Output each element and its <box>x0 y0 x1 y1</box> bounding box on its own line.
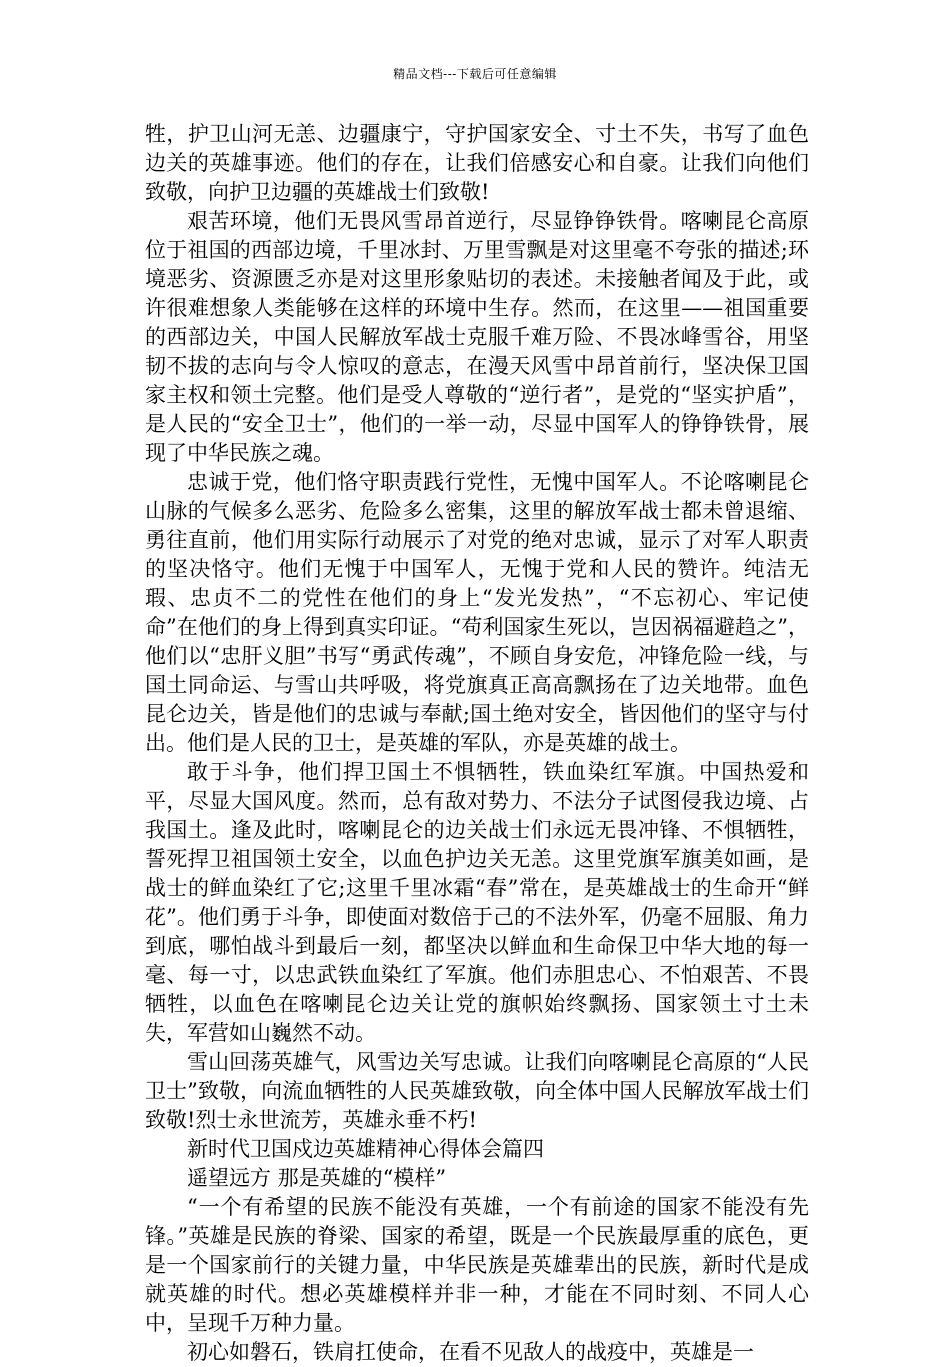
paragraph-struggle: 敢于斗争，他们捍卫国土不惧牺牲，铁血染红军旗。中国热爱和平，尽显大国风度。然而，总有敌对势力、不法分子试图侵我边境、占我国土。逢及此时，喀喇昆仑的边关战士们永远无畏冲锋、不惧牺牲，誓死捍卫祖国领土安全，以血色护边关无恙。这里党旗军旗美如画，是战士的鲜血染红了它;这里千里冰霜“春”常在，是英雄战士的生命开“鲜花”。他们勇于斗争，即使面对数倍于己的不法外军，仍毫不屈服、角力到底，哪怕战斗到最后一刻，都坚决以鲜血和生命保卫中华大地的每一毫、每一寸，以忠武铁血染红了军旗。他们赤胆忠心、不怕艰苦、不畏牺牲，以血色在喀喇昆仑边关让党的旗帜始终飘扬、国家领土寸土未失，军营如山巍然不动。 <box>145 760 809 1045</box>
paragraph-final: 初心如磐石，铁肩扛使命，在看不见敌人的战疫中，英雄是一 <box>187 1340 754 1364</box>
paragraph-tribute: 雪山回荡英雄气，风雪边关写忠诚。让我们向喀喇昆仑高原的“人民卫士”致敬，向流血牺牲的人民英雄致敬，向全体中国人民解放军战士们致敬!烈士永世流芳，英雄永垂不朽! <box>145 1050 809 1132</box>
paragraph-continued: 牲，护卫山河无恙、边疆康宁，守护国家安全、寸土不失，书写了血色边关的英雄事迹。他们的存在，让我们倍感安心和自豪。让我们向他们致敬，向护卫边疆的英雄战士们致敬! <box>145 122 809 204</box>
paragraph-loyalty: 忠诚于党，他们恪守职责践行党性，无愧中国军人。不论喀喇昆仑山脉的气候多么恶劣、危险多么密集，这里的解放军战士都未曾退缩、勇往直前，他们用实际行动展示了对党的绝对忠诚，显示了对军人职责的坚决恪守。他们无愧于中国军人，无愧于党和人民的赞许。纯洁无瑕、忠贞不二的党性在他们的身上“发光发热”，“不忘初心、牢记使命”在他们的身上得到真实印证。“苟利国家生死以，岂因祸福避趋之”，他们以“忠肝义胆”书写“勇武传魂”，不顾自身安危，冲锋危险一线，与国土同命运、与雪山共呼吸，将党旗真正高高飘扬在了边关地带。血色昆仑边关，皆是他们的忠诚与奉献;国土绝对安全，皆因他们的坚守与付出。他们是人民的卫士，是英雄的军队，亦是英雄的战士。 <box>145 470 809 755</box>
section-heading: 新时代卫国戍边英雄精神心得体会篇四 <box>187 1137 544 1161</box>
section-subheading: 遥望远方 那是英雄的“模样” <box>187 1166 447 1190</box>
page-header: 精品文档---下载后可任意编辑 <box>393 67 557 81</box>
document-body <box>145 120 809 1367</box>
paragraph-quote: “一个有希望的民族不能没有英雄，一个有前途的国家不能没有先锋。”英雄是民族的脊梁、国家的希望，既是一个民族最厚重的底色，更是一个国家前行的关键力量，中华民族是英雄辈出的民族，新时代是成就英雄的时代。想必英雄模样并非一种，才能在不同时刻、不同人心中，呈现千万种力量。 <box>145 1195 809 1335</box>
paragraph-hardship: 艰苦环境，他们无畏风雪昂首逆行，尽显铮铮铁骨。喀喇昆仑高原位于祖国的西部边境，千里冰封、万里雪飘是对这里毫不夸张的描述;环境恶劣、资源匮乏亦是对这里形象贴切的表述。未接触者闻及于此，或许很难想象人类能够在这样的环境中生存。然而，在这里——祖国重要的西部边关，中国人民解放军战士克服千难万险、不畏冰峰雪谷，用坚韧不拔的志向与令人惊叹的意志，在漫天风雪中昂首前行，坚决保卫国家主权和领土完整。他们是受人尊敬的“逆行者”，是党的“坚实护盾”，是人民的“安全卫士”，他们的一举一动，尽显中国军人的铮铮铁骨，展现了中华民族之魂。 <box>145 209 809 465</box>
